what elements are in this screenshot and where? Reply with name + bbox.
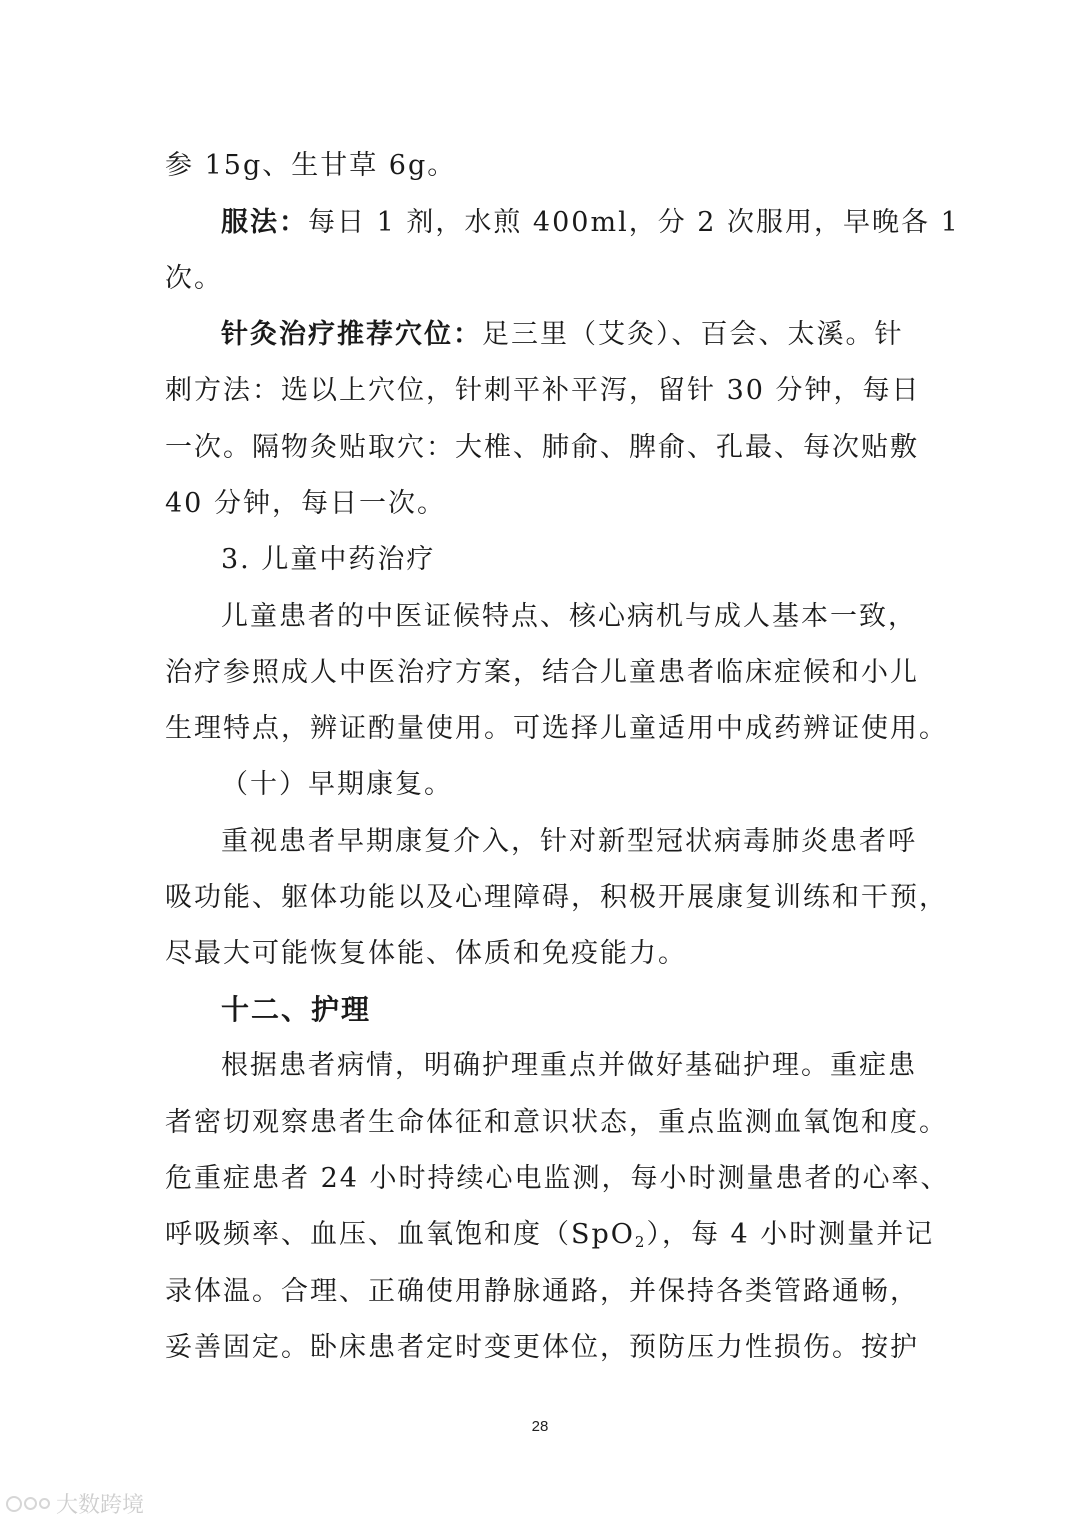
text-line: 次。 [165, 263, 223, 294]
label-acupuncture: 针灸治疗推荐穴位： [221, 319, 482, 350]
page-number: 28 [531, 1418, 549, 1435]
subheading: 3. 儿童中药治疗 [221, 544, 436, 575]
label-usage: 服法： [221, 207, 308, 238]
text-line: 危重症患者 24 小时持续心电监测，每小时测量患者的心率、 [165, 1163, 950, 1194]
text-line: 参 15g、生甘草 6g。 [165, 150, 457, 181]
text-line: 尽最大可能恢复体能、体质和免疫能力。 [165, 938, 687, 969]
text-line [221, 203, 960, 243]
text-line: 根据患者病情，明确护理重点并做好基础护理。重症患 [221, 1050, 917, 1081]
spo2-text-post: ），每 4 小时测量并记 [646, 1219, 935, 1250]
watermark [6, 1488, 144, 1519]
text-line [221, 315, 925, 355]
chapter-heading: 十二、护理 [221, 993, 372, 1026]
text-line: 刺方法：选以上穴位，针刺平补平泻，留针 30 分钟，每日 [165, 375, 921, 406]
text-line: 治疗参照成人中医治疗方案，结合儿童患者临床症候和小儿 [165, 657, 919, 688]
text-line: 生理特点，辨证酌量使用。可选择儿童适用中成药辨证使用。 [165, 713, 948, 744]
text-line: 一次。隔物灸贴取穴：大椎、肺俞、脾俞、孔最、每次贴敷 [165, 432, 919, 463]
spo2-text-pre: 呼吸频率、血压、血氧饱和度（SpO [165, 1219, 635, 1250]
text-line: 40 分钟，每日一次。 [165, 488, 446, 519]
text-line: 儿童患者的中医证候特点、核心病机与成人基本一致， [221, 601, 917, 632]
usage-text: 每日 1 剂，水煎 400ml，分 2 次服用，早晚各 1 [308, 207, 960, 238]
watermark-logo-icon [6, 1496, 50, 1512]
acupuncture-text: 足三里（艾灸）、百会、太溪。针 [482, 319, 904, 350]
spo2-subscript: 2 [634, 1233, 647, 1251]
text-line: 吸功能、躯体功能以及心理障碍，积极开展康复训练和干预， [165, 882, 948, 913]
text-line: 录体温。合理、正确使用静脉通路，并保持各类管路通畅， [165, 1276, 919, 1307]
text-line: 妥善固定。卧床患者定时变更体位，预防压力性损伤。按护 [165, 1332, 919, 1363]
watermark-text: 大数跨境 [56, 1493, 145, 1518]
text-line: 重视患者早期康复介入，针对新型冠状病毒肺炎患者呼 [221, 826, 917, 857]
text-line: 者密切观察患者生命体征和意识状态，重点监测血氧饱和度。 [165, 1107, 948, 1138]
text-line [165, 1215, 935, 1255]
section-heading: （十）早期康复。 [221, 769, 453, 800]
